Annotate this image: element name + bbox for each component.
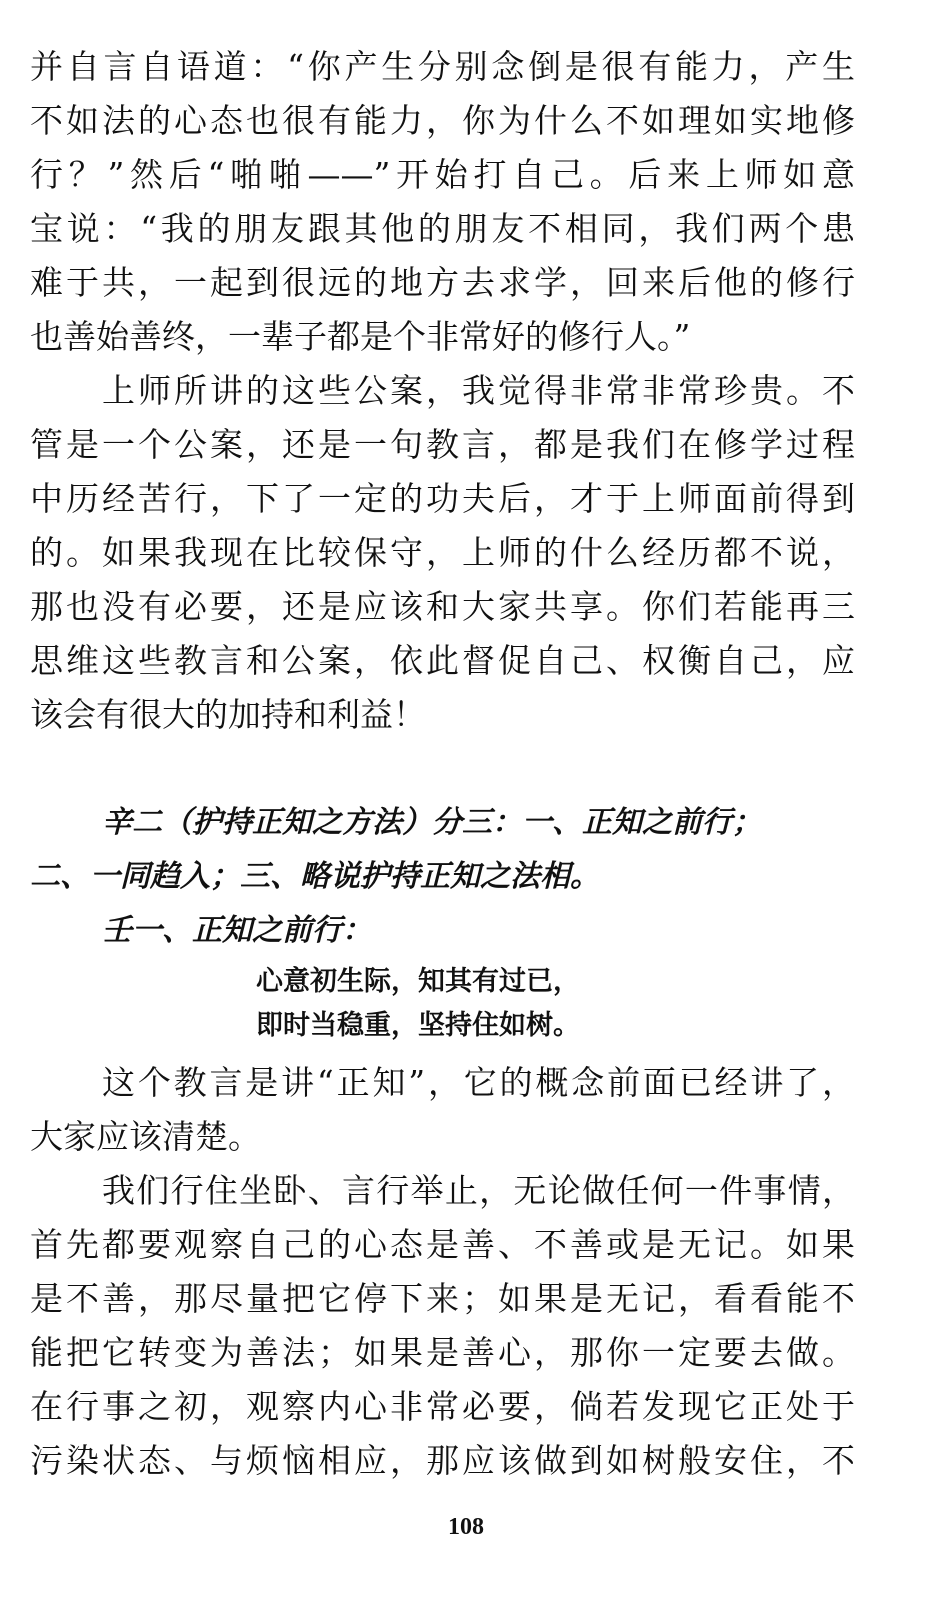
text-line: 并自言自语道：“你产生分别念倒是很有能力，产生	[30, 47, 855, 86]
heading-line: 辛二（护持正知之方法）分三：一、正知之前行；	[102, 805, 762, 840]
page-body	[30, 40, 855, 1488]
text-line: 的。如果我现在比较保守，上师的什么经历都不说，	[30, 533, 855, 572]
text-line: 在行事之初，观察内心非常必要，倘若发现它正处于	[30, 1387, 855, 1426]
text-line: 上师所讲的这些公案，我觉得非常非常珍贵。不	[102, 371, 855, 410]
subsection-heading: 壬一、正知之前行：	[102, 913, 372, 948]
text-line: 难于共，一起到很远的地方去求学，回来后他的修行	[30, 263, 855, 302]
text-line: 那也没有必要，还是应该和大家共享。你们若能再三	[30, 587, 855, 626]
text-line: 大家应该清楚。	[30, 1117, 261, 1156]
text-line: 宝说：“我的朋友跟其他的朋友不相同，我们两个患	[30, 209, 855, 248]
root-verse	[30, 960, 855, 1048]
page-number: 108	[448, 1514, 484, 1540]
text-line: 管是一个公案，还是一句教言，都是我们在修学过程	[30, 425, 855, 464]
blank-space	[30, 742, 855, 796]
text-line: 首先都要观察自己的心态是善、不善或是无记。如果	[30, 1225, 855, 1264]
paragraph-verse-explanation	[30, 1056, 855, 1164]
verse-line: 即时当稳重，坚持住如树。	[256, 1010, 580, 1041]
text-line: 该会有很大的加持和利益！	[30, 695, 426, 734]
text-line: 也善始善终，一辈子都是个非常好的修行人。”	[30, 317, 691, 356]
section-heading	[30, 796, 855, 904]
text-line: 不如法的心态也很有能力，你为什么不如理如实地修	[30, 101, 855, 140]
text-line: 行？”然后“啪啪——”开始打自己。后来上师如意	[30, 155, 855, 194]
text-line: 思维这些教言和公案，依此督促自己、权衡自己，应	[30, 641, 855, 680]
text-line: 这个教言是讲“正知”，它的概念前面已经讲了，	[102, 1063, 855, 1102]
paragraph-precious-teachings	[30, 364, 855, 742]
text-line: 能把它转变为善法；如果是善心，那你一定要去做。	[30, 1333, 855, 1372]
text-line: 中历经苦行，下了一定的功夫后，才于上师面前得到	[30, 479, 855, 518]
heading-line: 二、一同趋入；三、略说护持正知之法相。	[30, 859, 600, 894]
paragraph-observe-mind	[30, 1164, 855, 1488]
verse-line: 心意初生际，知其有过已，	[256, 966, 580, 997]
paragraph-continued-story	[30, 40, 855, 364]
text-line: 污染状态、与烦恼相应，那应该做到如树般安住，不	[30, 1441, 855, 1480]
text-line: 我们行住坐卧、言行举止，无论做任何一件事情，	[102, 1171, 855, 1210]
text-line: 是不善，那尽量把它停下来；如果是无记，看看能不	[30, 1279, 855, 1318]
